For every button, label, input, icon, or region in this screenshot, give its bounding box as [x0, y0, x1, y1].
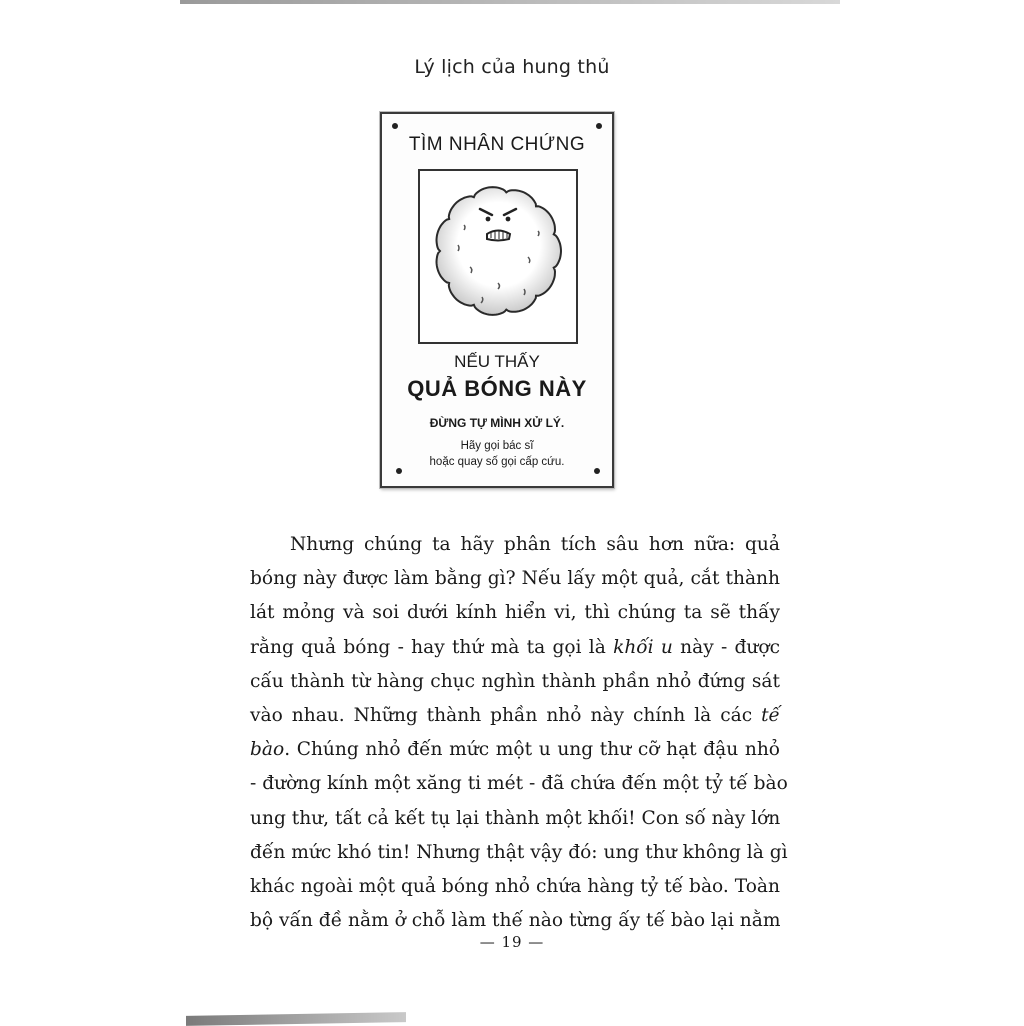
- body-line: lát mỏng và soi dưới kính hiển vi, thì chúng ta sẽ thấy: [250, 602, 780, 624]
- page-edge-top: [180, 0, 840, 4]
- body-line: rằng quả bóng - hay thứ mà ta gọi là khối u này - được: [250, 636, 781, 658]
- poster-line-emergency: hoặc quay số gọi cấp cứu.: [429, 456, 565, 468]
- emphasis: tế: [761, 705, 780, 727]
- body-line: ung thư, tất cả kết tụ lại thành một khối! Con số này lớn: [250, 807, 781, 829]
- body-line: vào nhau. Những thành phần nhỏ này chính là các tế: [250, 705, 780, 727]
- body-paragraph: [250, 528, 788, 938]
- body-line: - đường kính một xăng ti mét - đã chứa đến một tỷ tế bào: [250, 773, 788, 795]
- running-header: Lý lịch của hung thủ: [414, 56, 610, 78]
- emphasis: bào: [250, 739, 285, 761]
- poster-illustration-frame: [418, 169, 578, 344]
- poster-line-warning: ĐỪNG TỰ MÌNH XỬ LÝ.: [429, 416, 565, 430]
- body-line: cấu thành từ hàng chục nghìn thành phần nhỏ đứng sát: [250, 670, 780, 692]
- body-line: bóng này được làm bằng gì? Nếu lấy một quả, cắt thành: [250, 568, 780, 590]
- emphasis: khối u: [613, 636, 673, 658]
- body-line: Nhưng chúng ta hãy phân tích sâu hơn nữa: quả: [290, 534, 780, 555]
- body-line: bộ vấn đề nằm ở chỗ làm thế nào từng ấy tế bào lại nằm: [250, 910, 781, 932]
- body-line: đến mức khó tin! Nhưng thật vậy đó: ung thư không là gì: [250, 841, 788, 863]
- body-line: khác ngoài một quả bóng nhỏ chứa hàng tỷ tế bào. Toàn: [250, 876, 780, 898]
- pin-icon: [596, 123, 602, 129]
- page-number: — 19 —: [479, 933, 545, 951]
- poster-line-this-ball: QUẢ BÓNG NÀY: [407, 376, 587, 401]
- witness-poster: [380, 112, 614, 488]
- pin-icon: [392, 123, 398, 129]
- pin-icon: [396, 468, 402, 474]
- poster-title: TÌM NHÂN CHỨNG: [408, 134, 586, 155]
- poster-line-call-doctor: Hãy gọi bác sĩ: [460, 440, 534, 452]
- body-line: bào. Chúng nhỏ đến mức một u ung thư cỡ hạt đậu nhỏ: [250, 739, 780, 761]
- pin-icon: [594, 468, 600, 474]
- angry-tumor-ball-icon: [420, 171, 576, 342]
- poster-line-if-seen: NẾU THẤY: [454, 352, 540, 371]
